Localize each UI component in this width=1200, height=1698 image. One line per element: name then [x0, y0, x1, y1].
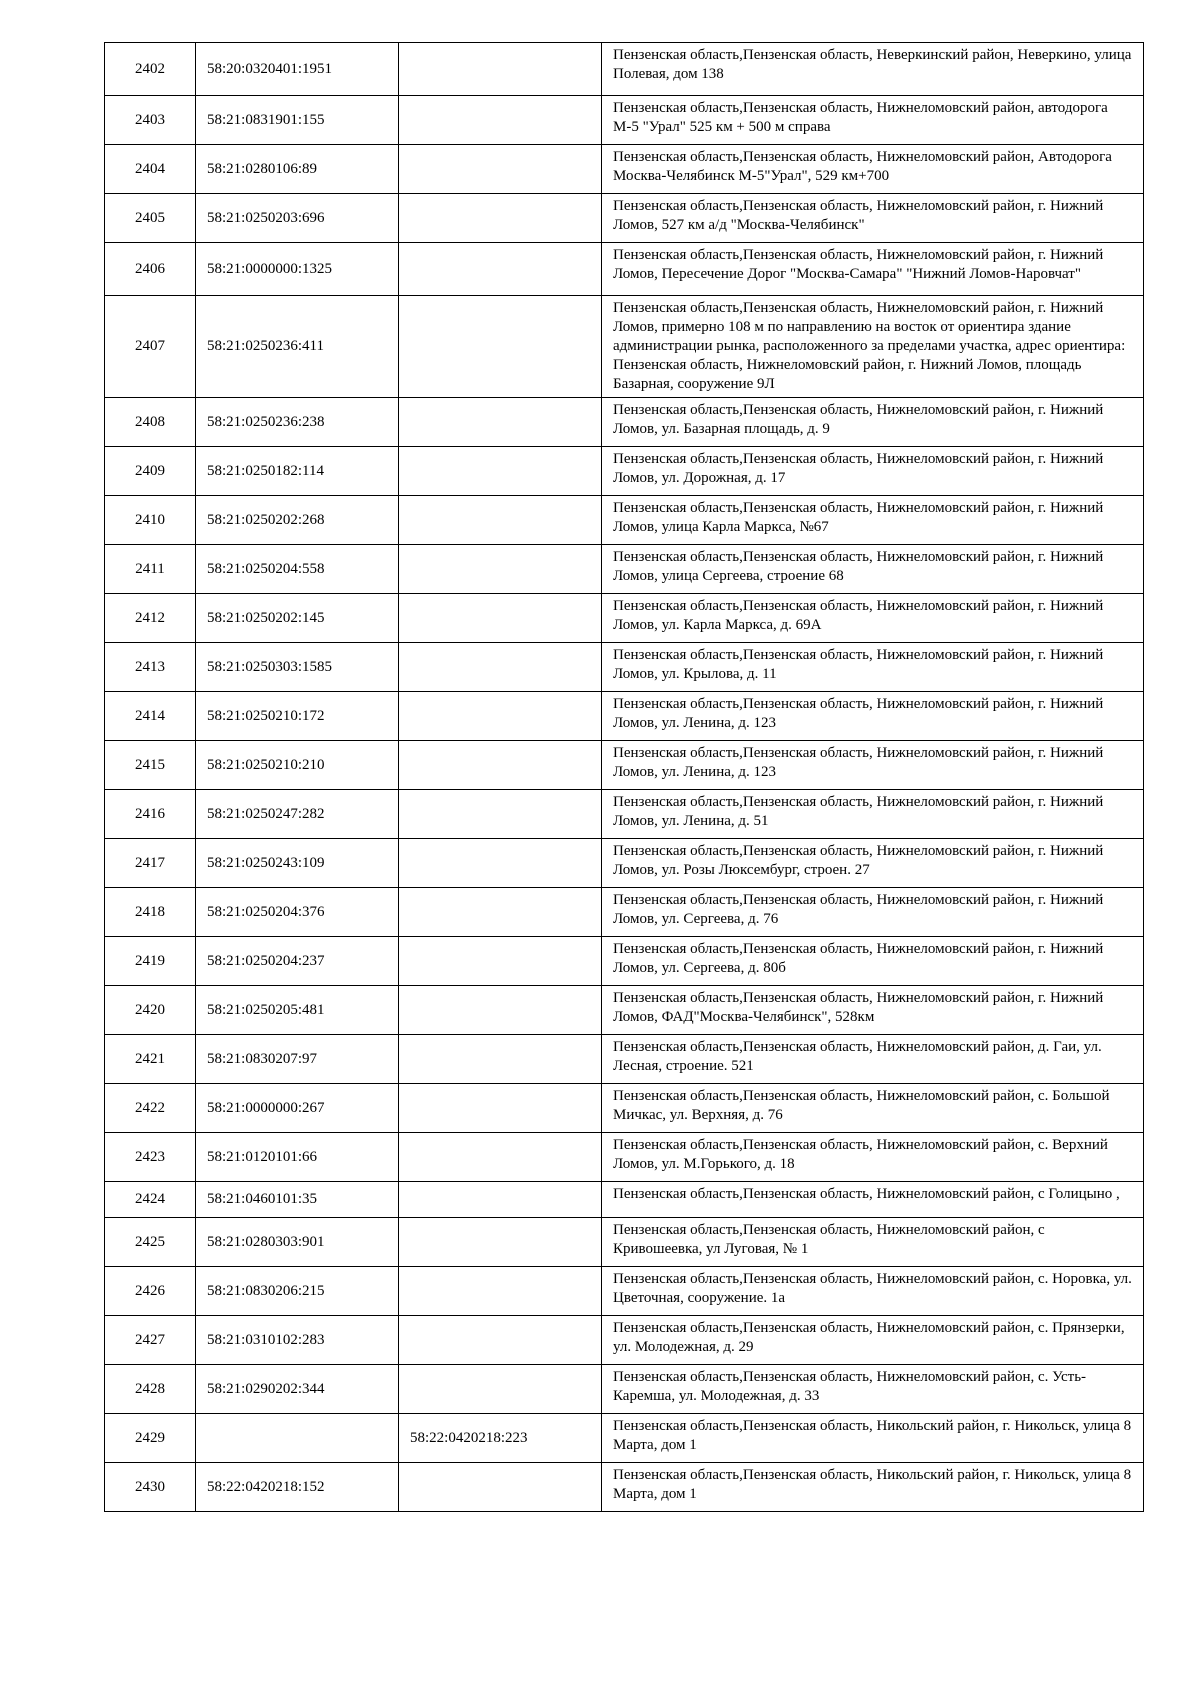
- cadastral-number: 58:21:0830207:97: [196, 1035, 399, 1084]
- cadastral-number: 58:21:0830206:215: [196, 1267, 399, 1316]
- row-number: 2425: [105, 1218, 196, 1267]
- related-cadastral-number: [399, 1463, 602, 1512]
- table-row: [105, 937, 1144, 986]
- related-cadastral-number: [399, 43, 602, 96]
- object-address: Пензенская область,Пензенская область, Нижнеломовский район, г. Нижний Ломов, ул. Базарная площадь, д. 9: [602, 398, 1144, 447]
- object-address: Пензенская область,Пензенская область, Нижнеломовский район, г. Нижний Ломов, ул. Сергеева, д. 80б: [602, 937, 1144, 986]
- object-address: Пензенская область,Пензенская область, Нижнеломовский район, с. Прянзерки, ул. Молодежная, д. 29: [602, 1316, 1144, 1365]
- object-address: Пензенская область,Пензенская область, Нижнеломовский район, г. Нижний Ломов, ул. Ленина, д. 51: [602, 790, 1144, 839]
- table-row: [105, 398, 1144, 447]
- cadastral-number: 58:21:0250303:1585: [196, 643, 399, 692]
- related-cadastral-number: [399, 692, 602, 741]
- object-address: Пензенская область,Пензенская область, Нижнеломовский район, г. Нижний Ломов, примерно 108 м по направлению на восток от ориентира здание администрации рынка, расположенного за пределами участка, адрес ориентира: Пензенская область, Нижнеломовский район, г. Нижний Ломов, площадь Базарная, сооружение 9Л: [602, 296, 1144, 398]
- object-address: Пензенская область,Пензенская область, Нижнеломовский район, г. Нижний Ломов, ул. Ленина, д. 123: [602, 692, 1144, 741]
- row-number: 2422: [105, 1084, 196, 1133]
- row-number: 2415: [105, 741, 196, 790]
- row-number: 2429: [105, 1414, 196, 1463]
- related-cadastral-number: [399, 194, 602, 243]
- row-number: 2419: [105, 937, 196, 986]
- table-row: [105, 145, 1144, 194]
- row-number: 2406: [105, 243, 196, 296]
- object-address: Пензенская область,Пензенская область, Нижнеломовский район, г. Нижний Ломов, ул. Ленина, д. 123: [602, 741, 1144, 790]
- related-cadastral-number: [399, 986, 602, 1035]
- table-row: [105, 741, 1144, 790]
- row-number: 2421: [105, 1035, 196, 1084]
- table-row: [105, 888, 1144, 937]
- object-address: Пензенская область,Пензенская область, Нижнеломовский район, г. Нижний Ломов, Пересечение Дорог "Москва-Самара" "Нижний Ломов-Наровчат": [602, 243, 1144, 296]
- related-cadastral-number: [399, 1218, 602, 1267]
- object-address: Пензенская область,Пензенская область, Никольский район, г. Никольск, улица 8 Марта, дом 1: [602, 1414, 1144, 1463]
- table-row: [105, 1182, 1144, 1218]
- related-cadastral-number: [399, 1316, 602, 1365]
- row-number: 2405: [105, 194, 196, 243]
- object-address: Пензенская область,Пензенская область, Нижнеломовский район, г. Нижний Ломов, ул. Крылова, д. 11: [602, 643, 1144, 692]
- object-address: Пензенская область,Пензенская область, Нижнеломовский район, с. Усть-Каремша, ул. Молодежная, д. 33: [602, 1365, 1144, 1414]
- related-cadastral-number: [399, 243, 602, 296]
- row-number: 2414: [105, 692, 196, 741]
- table-row: [105, 243, 1144, 296]
- cadastral-number: 58:21:0250203:696: [196, 194, 399, 243]
- row-number: 2426: [105, 1267, 196, 1316]
- cadastral-number: 58:21:0250247:282: [196, 790, 399, 839]
- related-cadastral-number: [399, 496, 602, 545]
- row-number: 2403: [105, 96, 196, 145]
- table-row: [105, 545, 1144, 594]
- object-address: Пензенская область,Пензенская область, Нижнеломовский район, с. Большой Мичкас, ул. Верхняя, д. 76: [602, 1084, 1144, 1133]
- cadastral-number: 58:21:0000000:267: [196, 1084, 399, 1133]
- row-number: 2402: [105, 43, 196, 96]
- table-row: [105, 594, 1144, 643]
- table-row: [105, 1316, 1144, 1365]
- object-address: Пензенская область,Пензенская область, Нижнеломовский район, с. Норовка, ул. Цветочная, сооружение. 1а: [602, 1267, 1144, 1316]
- object-address: Пензенская область,Пензенская область, Нижнеломовский район, г. Нижний Ломов, ФАД"Москва-Челябинск", 528км: [602, 986, 1144, 1035]
- cadastral-number: 58:21:0250202:268: [196, 496, 399, 545]
- row-number: 2404: [105, 145, 196, 194]
- related-cadastral-number: [399, 643, 602, 692]
- related-cadastral-number: [399, 145, 602, 194]
- table-row: [105, 296, 1144, 398]
- object-address: Пензенская область,Пензенская область, Нижнеломовский район, г. Нижний Ломов, ул. Карла Маркса, д. 69А: [602, 594, 1144, 643]
- table-row: [105, 692, 1144, 741]
- row-number: 2417: [105, 839, 196, 888]
- object-address: Пензенская область,Пензенская область, Нижнеломовский район, г. Нижний Ломов, ул. Дорожная, д. 17: [602, 447, 1144, 496]
- registry-table: [104, 42, 1144, 1512]
- related-cadastral-number: [399, 1182, 602, 1218]
- related-cadastral-number: [399, 937, 602, 986]
- cadastral-number: 58:22:0420218:152: [196, 1463, 399, 1512]
- object-address: Пензенская область,Пензенская область, Нижнеломовский район, Автодорога Москва-Челябинск М-5"Урал", 529 км+700: [602, 145, 1144, 194]
- cadastral-number: 58:21:0280106:89: [196, 145, 399, 194]
- related-cadastral-number: [399, 398, 602, 447]
- cadastral-number: 58:21:0250243:109: [196, 839, 399, 888]
- table-row: [105, 1133, 1144, 1182]
- related-cadastral-number: [399, 1267, 602, 1316]
- related-cadastral-number: [399, 296, 602, 398]
- table-row: [105, 194, 1144, 243]
- object-address: Пензенская область,Пензенская область, Нижнеломовский район, г. Нижний Ломов, улица Сергеева, строение 68: [602, 545, 1144, 594]
- table-row: [105, 1084, 1144, 1133]
- row-number: 2423: [105, 1133, 196, 1182]
- cadastral-number: 58:21:0460101:35: [196, 1182, 399, 1218]
- row-number: 2413: [105, 643, 196, 692]
- table-row: [105, 643, 1144, 692]
- row-number: 2428: [105, 1365, 196, 1414]
- object-address: Пензенская область,Пензенская область, Нижнеломовский район, г. Нижний Ломов, ул. Розы Люксембург, строен. 27: [602, 839, 1144, 888]
- cadastral-number: 58:21:0120101:66: [196, 1133, 399, 1182]
- object-address: Пензенская область,Пензенская область, Нижнеломовский район, с Кривошеевка, ул Луговая, № 1: [602, 1218, 1144, 1267]
- related-cadastral-number: [399, 1133, 602, 1182]
- related-cadastral-number: [399, 839, 602, 888]
- object-address: Пензенская область,Пензенская область, Нижнеломовский район, г. Нижний Ломов, улица Карла Маркса, №67: [602, 496, 1144, 545]
- cadastral-number: 58:21:0250182:114: [196, 447, 399, 496]
- related-cadastral-number: [399, 96, 602, 145]
- table-row: [105, 1035, 1144, 1084]
- related-cadastral-number: [399, 545, 602, 594]
- object-address: Пензенская область,Пензенская область, Неверкинский район, Неверкино, улица Полевая, дом 138: [602, 43, 1144, 96]
- table-row: [105, 496, 1144, 545]
- table-row: [105, 1365, 1144, 1414]
- object-address: Пензенская область,Пензенская область, Нижнеломовский район, с. Верхний Ломов, ул. М.Горького, д. 18: [602, 1133, 1144, 1182]
- cadastral-number: 58:21:0831901:155: [196, 96, 399, 145]
- table-row: [105, 986, 1144, 1035]
- table-row: [105, 447, 1144, 496]
- cadastral-number: [196, 1414, 399, 1463]
- related-cadastral-number: [399, 888, 602, 937]
- row-number: 2407: [105, 296, 196, 398]
- object-address: Пензенская область,Пензенская область, Никольский район, г. Никольск, улица 8 Марта, дом 1: [602, 1463, 1144, 1512]
- cadastral-number: 58:21:0250204:237: [196, 937, 399, 986]
- cadastral-number: 58:21:0250204:376: [196, 888, 399, 937]
- table-row: [105, 790, 1144, 839]
- table-row: [105, 1463, 1144, 1512]
- row-number: 2430: [105, 1463, 196, 1512]
- table-row: [105, 43, 1144, 96]
- row-number: 2424: [105, 1182, 196, 1218]
- related-cadastral-number: [399, 1365, 602, 1414]
- cadastral-number: 58:21:0250204:558: [196, 545, 399, 594]
- cadastral-number: 58:21:0290202:344: [196, 1365, 399, 1414]
- related-cadastral-number: [399, 594, 602, 643]
- cadastral-number: 58:21:0280303:901: [196, 1218, 399, 1267]
- row-number: 2408: [105, 398, 196, 447]
- cadastral-number: 58:21:0250210:172: [196, 692, 399, 741]
- table-row: [105, 839, 1144, 888]
- object-address: Пензенская область,Пензенская область, Нижнеломовский район, д. Гаи, ул. Лесная, строение. 521: [602, 1035, 1144, 1084]
- table-row: [105, 1218, 1144, 1267]
- row-number: 2420: [105, 986, 196, 1035]
- row-number: 2416: [105, 790, 196, 839]
- row-number: 2409: [105, 447, 196, 496]
- cadastral-number: 58:20:0320401:1951: [196, 43, 399, 96]
- object-address: Пензенская область,Пензенская область, Нижнеломовский район, автодорога М-5 "Урал" 525 км + 500 м справа: [602, 96, 1144, 145]
- registry-table-body: [105, 43, 1144, 1512]
- object-address: Пензенская область,Пензенская область, Нижнеломовский район, г. Нижний Ломов, 527 км а/д "Москва-Челябинск": [602, 194, 1144, 243]
- table-row: [105, 1267, 1144, 1316]
- cadastral-number: 58:21:0250236:238: [196, 398, 399, 447]
- cadastral-number: 58:21:0250205:481: [196, 986, 399, 1035]
- cadastral-number: 58:21:0250236:411: [196, 296, 399, 398]
- cadastral-number: 58:21:0310102:283: [196, 1316, 399, 1365]
- row-number: 2410: [105, 496, 196, 545]
- row-number: 2427: [105, 1316, 196, 1365]
- related-cadastral-number: [399, 447, 602, 496]
- related-cadastral-number: [399, 790, 602, 839]
- row-number: 2418: [105, 888, 196, 937]
- cadastral-number: 58:21:0000000:1325: [196, 243, 399, 296]
- table-row: [105, 1414, 1144, 1463]
- object-address: Пензенская область,Пензенская область, Нижнеломовский район, с Голицыно ,: [602, 1182, 1144, 1218]
- related-cadastral-number: [399, 1084, 602, 1133]
- cadastral-number: 58:21:0250210:210: [196, 741, 399, 790]
- table-row: [105, 96, 1144, 145]
- cadastral-number: 58:21:0250202:145: [196, 594, 399, 643]
- row-number: 2411: [105, 545, 196, 594]
- related-cadastral-number: 58:22:0420218:223: [399, 1414, 602, 1463]
- object-address: Пензенская область,Пензенская область, Нижнеломовский район, г. Нижний Ломов, ул. Сергеева, д. 76: [602, 888, 1144, 937]
- related-cadastral-number: [399, 741, 602, 790]
- row-number: 2412: [105, 594, 196, 643]
- related-cadastral-number: [399, 1035, 602, 1084]
